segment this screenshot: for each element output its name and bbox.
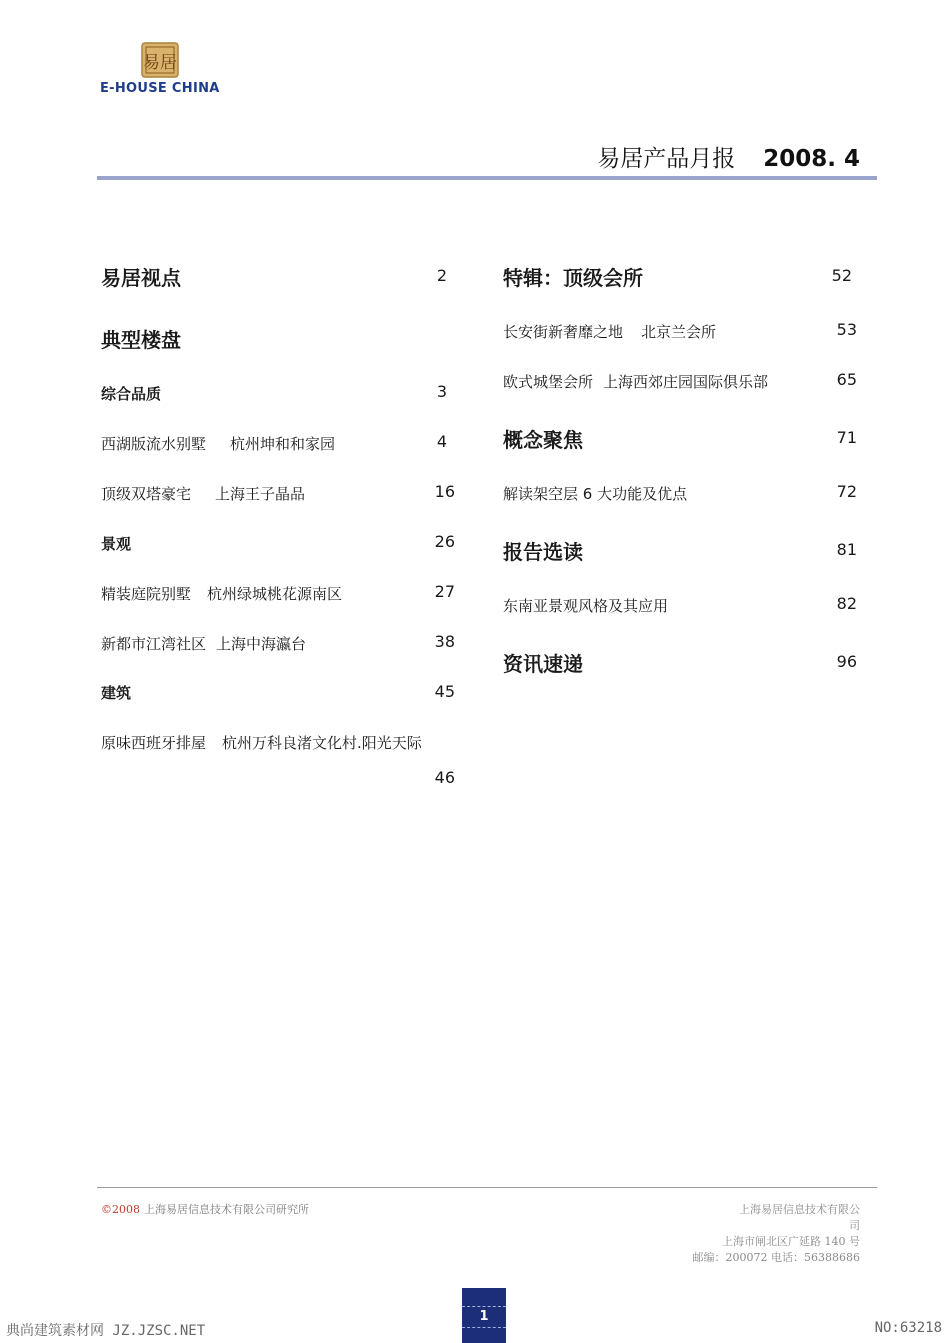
- toc-entry-page: 2: [436, 266, 447, 285]
- toc-entry-title[interactable]: 景观: [101, 535, 132, 553]
- toc-entry-page: 81: [836, 540, 857, 559]
- toc-entry-title[interactable]: [503, 321, 716, 342]
- toc-entry-page: 45: [434, 682, 455, 701]
- toc-entry-title[interactable]: 典型楼盘: [101, 328, 181, 352]
- footer-left: [101, 1201, 309, 1217]
- toc-entry-topic: 顶级双塔豪宅: [101, 485, 192, 503]
- toc-entry-title[interactable]: 解读架空层 6 大功能及优点: [503, 485, 688, 503]
- svg-text:易居: 易居: [143, 53, 177, 73]
- toc-entry-page: 27: [434, 582, 455, 601]
- report-date: 2008. 4: [763, 146, 860, 172]
- logo-seal-icon: [141, 42, 179, 78]
- toc-entry-topic: 原味西班牙排屋: [101, 734, 207, 752]
- toc-entry-title[interactable]: 特辑：顶级会所: [503, 266, 643, 290]
- toc-entry-title[interactable]: 资讯速递: [503, 652, 583, 676]
- footer-right-org: 上海易居信息技术有限公: [739, 1203, 860, 1216]
- toc-entry-project: 上海西郊庄园国际俱乐部: [603, 373, 769, 391]
- toc-entry-title[interactable]: 概念聚焦: [503, 428, 583, 452]
- toc-entry-topic: 西湖版流水别墅: [101, 435, 207, 453]
- toc-entry-title[interactable]: [101, 732, 422, 753]
- toc-entry-title[interactable]: [101, 583, 342, 604]
- toc-entry-title[interactable]: [101, 633, 306, 654]
- footer-contact: 邮编：200072 电话：56388686: [692, 1251, 860, 1264]
- report-title-text: 易居产品月报: [597, 146, 736, 172]
- toc-entry-title[interactable]: 易居视点: [101, 266, 181, 290]
- toc-entry-title[interactable]: [503, 371, 768, 392]
- toc-entry-page: 72: [836, 482, 857, 501]
- toc-entry-title[interactable]: 报告选读: [503, 540, 583, 564]
- toc-entry-project: 杭州坤和和家园: [230, 435, 336, 453]
- toc-entry-topic: 新都市江湾社区: [101, 635, 207, 653]
- copyright: ©2008: [101, 1203, 140, 1216]
- page-number-badge: [462, 1288, 506, 1343]
- toc-entry-page: 52: [831, 266, 852, 285]
- toc-entry-title[interactable]: [101, 433, 335, 454]
- toc-entry-topic: 长安街新奢靡之地: [503, 323, 624, 341]
- toc-entry-page: 3: [436, 382, 447, 401]
- footer-org: 上海易居信息技术有限公司研究所: [144, 1203, 309, 1216]
- watermark-left: 典尚建筑素材网 JZ.JZSC.NET: [6, 1323, 206, 1339]
- toc-entry-page: 65: [836, 370, 857, 389]
- toc-entry-page: 46: [434, 768, 455, 787]
- header-divider: [97, 176, 877, 180]
- logo-mark: [141, 42, 179, 78]
- toc-entry-title[interactable]: 建筑: [101, 684, 132, 702]
- footer-right-org-cont: 司: [849, 1219, 860, 1232]
- toc-entry-page: 38: [434, 632, 455, 651]
- watermark-right: NO:63218: [874, 1320, 942, 1336]
- toc-entry-topic: 欧式城堡会所: [503, 373, 594, 391]
- page-number: 1: [462, 1306, 506, 1328]
- footer-address: 上海市闸北区广延路 140 号: [722, 1235, 860, 1248]
- toc-entry-title[interactable]: 综合品质: [101, 385, 162, 403]
- toc-entry-project: 上海中海瀛台: [216, 635, 307, 653]
- report-title: [597, 140, 860, 173]
- toc-entry-page: 53: [836, 320, 857, 339]
- toc-entry-project: 杭州万科良渚文化村.阳光天际: [222, 734, 422, 752]
- toc-entry-title[interactable]: 东南亚景观风格及其应用: [503, 597, 669, 615]
- toc-entry-project: 杭州绿城桃花源南区: [207, 585, 343, 603]
- toc-entry-page: 16: [434, 482, 455, 501]
- brand-name: E-HOUSE CHINA: [100, 81, 220, 96]
- toc-entry-page: 71: [836, 428, 857, 447]
- toc-entry-page: 96: [836, 652, 857, 671]
- toc-entry-title[interactable]: [101, 483, 305, 504]
- toc-entry-project: 北京兰会所: [641, 323, 717, 341]
- toc-entry-page: 82: [836, 594, 857, 613]
- toc-entry-page: 4: [436, 432, 447, 451]
- toc-entry-page: 26: [434, 532, 455, 551]
- footer-divider: [97, 1187, 877, 1188]
- toc-entry-project: 上海王子晶品: [215, 485, 306, 503]
- toc-entry-topic: 精装庭院别墅: [101, 585, 192, 603]
